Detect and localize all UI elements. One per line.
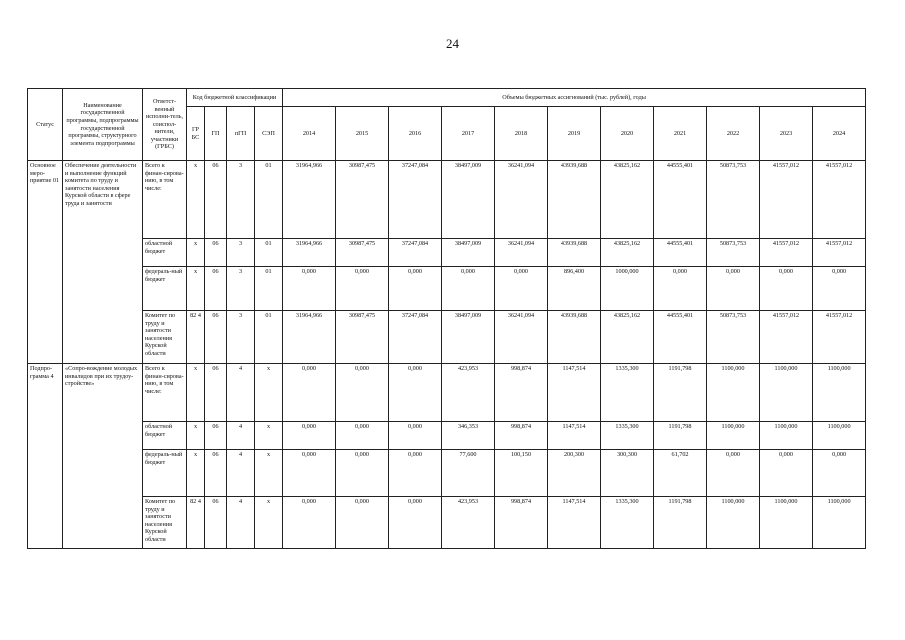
table-row [28, 311, 866, 364]
value-cell-2021: 44555,401 [654, 311, 707, 364]
value-cell-2014: 0,000 [283, 450, 336, 497]
value-cell-2014: 31964,966 [283, 239, 336, 267]
value-cell-2018: 36241,094 [495, 311, 548, 364]
responsible-cell: Комитет по труду и занятости населения Курской области [143, 497, 187, 549]
value-cell-2022: 1100,000 [707, 364, 760, 422]
value-cell-2019: 43939,688 [548, 161, 601, 239]
value-cell-2015: 0,000 [336, 422, 389, 450]
value-cell-2024: 41557,012 [813, 311, 866, 364]
gp-cell: 06 [205, 497, 227, 549]
value-cell-2020: 43825,162 [601, 239, 654, 267]
value-cell-2017: 346,353 [442, 422, 495, 450]
value-cell-2024: 1100,000 [813, 422, 866, 450]
value-cell-2014: 0,000 [283, 267, 336, 311]
value-cell-2021: 0,000 [654, 267, 707, 311]
value-cell-2015: 30987,475 [336, 161, 389, 239]
value-cell-2023: 41557,012 [760, 239, 813, 267]
program-name-cell: Обеспечение деятельности и выполнение функций комитета по труду и занятости населения Курской области в сфере труда и занятости [63, 161, 143, 364]
pgp-cell: 3 [227, 311, 255, 364]
value-cell-2023: 0,000 [760, 267, 813, 311]
value-cell-2016: 0,000 [389, 497, 442, 549]
responsible-cell: областной бюджет [143, 422, 187, 450]
year-header-2018: 2018 [495, 107, 548, 161]
value-cell-2015: 0,000 [336, 497, 389, 549]
responsible-cell: областной бюджет [143, 239, 187, 267]
grbs-cell: х [187, 364, 205, 422]
value-cell-2024: 1100,000 [813, 364, 866, 422]
pgp-cell: 4 [227, 450, 255, 497]
value-cell-2022: 1100,000 [707, 497, 760, 549]
value-cell-2016: 0,000 [389, 267, 442, 311]
code-group-header: Код бюджетной классификации [187, 89, 283, 107]
value-cell-2020: 300,300 [601, 450, 654, 497]
value-cell-2023: 41557,012 [760, 161, 813, 239]
budget-table [27, 88, 866, 549]
value-cell-2015: 0,000 [336, 267, 389, 311]
grbs-cell: х [187, 422, 205, 450]
grbs-cell: х [187, 450, 205, 497]
pgp-cell: 3 [227, 267, 255, 311]
year-header-2023: 2023 [760, 107, 813, 161]
gp-cell: 06 [205, 311, 227, 364]
value-cell-2015: 30987,475 [336, 311, 389, 364]
responsible-cell: федераль-ный бюджет [143, 267, 187, 311]
table-row [28, 267, 866, 311]
pgp-cell: 4 [227, 422, 255, 450]
gp-cell: 06 [205, 267, 227, 311]
value-cell-2022: 0,000 [707, 267, 760, 311]
value-cell-2016: 37247,084 [389, 311, 442, 364]
value-cell-2020: 1335,300 [601, 497, 654, 549]
value-cell-2016: 37247,084 [389, 239, 442, 267]
value-cell-2019: 43939,688 [548, 239, 601, 267]
value-cell-2020: 1000,000 [601, 267, 654, 311]
table-row [28, 239, 866, 267]
value-cell-2017: 77,600 [442, 450, 495, 497]
responsible-cell: Всего к финан-сирова-нию, в том числе: [143, 161, 187, 239]
name-header: Наименование государственной программы, подпрограммы государственной программы, структурного элемента подпрограммы [63, 89, 143, 161]
value-cell-2023: 1100,000 [760, 422, 813, 450]
sep-cell: х [255, 497, 283, 549]
value-cell-2023: 1100,000 [760, 497, 813, 549]
year-header-2024: 2024 [813, 107, 866, 161]
pgp-cell: 4 [227, 364, 255, 422]
value-cell-2019: 1147,514 [548, 497, 601, 549]
value-cell-2022: 0,000 [707, 450, 760, 497]
value-cell-2021: 1191,798 [654, 422, 707, 450]
status-header: Статус [28, 89, 63, 161]
gp-cell: 06 [205, 239, 227, 267]
value-cell-2021: 1191,798 [654, 364, 707, 422]
year-header-2019: 2019 [548, 107, 601, 161]
sep-cell: 01 [255, 239, 283, 267]
value-cell-2020: 1335,300 [601, 422, 654, 450]
value-cell-2020: 43825,162 [601, 161, 654, 239]
value-cell-2016: 0,000 [389, 422, 442, 450]
sep-cell: 01 [255, 267, 283, 311]
responsible-cell: Комитет по труду и занятости населения Курской области [143, 311, 187, 364]
value-cell-2024: 41557,012 [813, 239, 866, 267]
value-cell-2016: 0,000 [389, 364, 442, 422]
grbs-cell: 82 4 [187, 497, 205, 549]
value-cell-2024: 1100,000 [813, 497, 866, 549]
value-cell-2016: 37247,084 [389, 161, 442, 239]
sep-cell: х [255, 450, 283, 497]
year-header-2014: 2014 [283, 107, 336, 161]
responsible-header: Ответст-венный исполни-тель, соиспол-нители, участники (ГРБС) [143, 89, 187, 161]
value-cell-2020: 1335,300 [601, 364, 654, 422]
header-row-top [28, 89, 866, 107]
year-header-2022: 2022 [707, 107, 760, 161]
volume-group-header: Объемы бюджетных ассигнований (тыс. рублей), годы [283, 89, 866, 107]
value-cell-2017: 38497,009 [442, 239, 495, 267]
value-cell-2024: 0,000 [813, 267, 866, 311]
table-row [28, 450, 866, 497]
pgp-cell: 3 [227, 161, 255, 239]
value-cell-2014: 0,000 [283, 422, 336, 450]
value-cell-2015: 30987,475 [336, 239, 389, 267]
grbs-cell: х [187, 161, 205, 239]
value-cell-2014: 31964,966 [283, 161, 336, 239]
year-header-2016: 2016 [389, 107, 442, 161]
value-cell-2018: 36241,094 [495, 239, 548, 267]
value-cell-2022: 1100,000 [707, 422, 760, 450]
value-cell-2017: 0,000 [442, 267, 495, 311]
grbs-cell: 82 4 [187, 311, 205, 364]
value-cell-2015: 0,000 [336, 364, 389, 422]
value-cell-2018: 998,874 [495, 497, 548, 549]
code-header-0: ГР БС [187, 107, 205, 161]
grbs-cell: х [187, 267, 205, 311]
value-cell-2019: 1147,514 [548, 364, 601, 422]
year-header-2015: 2015 [336, 107, 389, 161]
value-cell-2018: 36241,094 [495, 161, 548, 239]
sep-cell: 01 [255, 161, 283, 239]
value-cell-2016: 0,000 [389, 450, 442, 497]
value-cell-2014: 31964,966 [283, 311, 336, 364]
gp-cell: 06 [205, 422, 227, 450]
table-row [28, 161, 866, 239]
value-cell-2018: 998,874 [495, 422, 548, 450]
year-header-2020: 2020 [601, 107, 654, 161]
responsible-cell: Всего к финан-сирова-нию, в том числе: [143, 364, 187, 422]
value-cell-2021: 1191,798 [654, 497, 707, 549]
value-cell-2017: 38497,009 [442, 311, 495, 364]
table-row [28, 364, 866, 422]
gp-cell: 06 [205, 450, 227, 497]
value-cell-2019: 200,300 [548, 450, 601, 497]
status-cell: Подпро-грамма 4 [28, 364, 63, 549]
value-cell-2018: 0,000 [495, 267, 548, 311]
code-header-2: пГП [227, 107, 255, 161]
grbs-cell: х [187, 239, 205, 267]
value-cell-2021: 61,702 [654, 450, 707, 497]
pgp-cell: 3 [227, 239, 255, 267]
table-row [28, 422, 866, 450]
value-cell-2014: 0,000 [283, 497, 336, 549]
sep-cell: 01 [255, 311, 283, 364]
value-cell-2014: 0,000 [283, 364, 336, 422]
value-cell-2019: 1147,514 [548, 422, 601, 450]
value-cell-2017: 38497,009 [442, 161, 495, 239]
value-cell-2023: 0,000 [760, 450, 813, 497]
status-cell: Основное меро-приятие 01 [28, 161, 63, 364]
code-header-1: ГП [205, 107, 227, 161]
value-cell-2018: 998,874 [495, 364, 548, 422]
year-header-2021: 2021 [654, 107, 707, 161]
value-cell-2019: 896,400 [548, 267, 601, 311]
value-cell-2023: 1100,000 [760, 364, 813, 422]
sep-cell: х [255, 422, 283, 450]
page-number: 24 [446, 36, 459, 51]
value-cell-2023: 41557,012 [760, 311, 813, 364]
value-cell-2022: 50873,753 [707, 239, 760, 267]
value-cell-2022: 50873,753 [707, 161, 760, 239]
gp-cell: 06 [205, 161, 227, 239]
value-cell-2015: 0,000 [336, 450, 389, 497]
value-cell-2021: 44555,401 [654, 239, 707, 267]
value-cell-2020: 43825,162 [601, 311, 654, 364]
gp-cell: 06 [205, 364, 227, 422]
value-cell-2024: 41557,012 [813, 161, 866, 239]
year-header-2017: 2017 [442, 107, 495, 161]
table-row [28, 497, 866, 549]
program-name-cell: «Сопро-вождение молодых инвалидов при их трудоу-стройстве» [63, 364, 143, 549]
value-cell-2021: 44555,401 [654, 161, 707, 239]
value-cell-2022: 50873,753 [707, 311, 760, 364]
code-header-3: СЭП [255, 107, 283, 161]
pgp-cell: 4 [227, 497, 255, 549]
responsible-cell: федераль-ный бюджет [143, 450, 187, 497]
value-cell-2018: 100,150 [495, 450, 548, 497]
value-cell-2019: 43939,688 [548, 311, 601, 364]
value-cell-2024: 0,000 [813, 450, 866, 497]
value-cell-2017: 423,953 [442, 497, 495, 549]
sep-cell: х [255, 364, 283, 422]
value-cell-2017: 423,953 [442, 364, 495, 422]
